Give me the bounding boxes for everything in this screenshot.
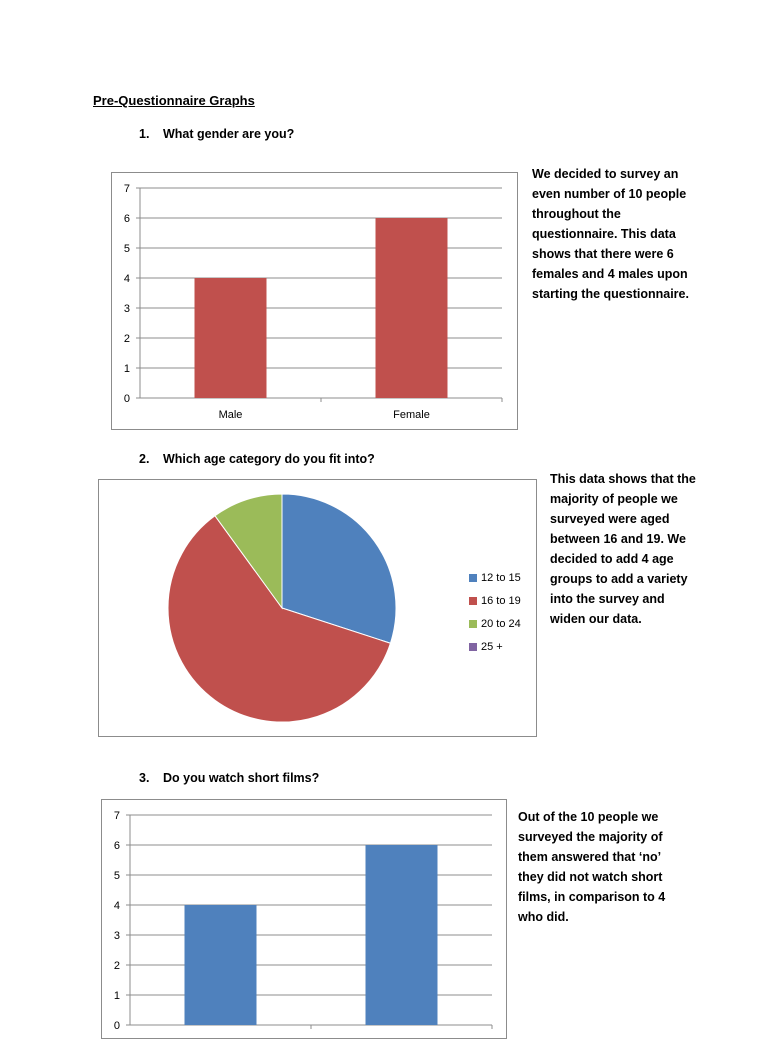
question-2-text: Which age category do you fit into? <box>163 452 375 466</box>
age-note: This data shows that the majority of people we surveyed were aged between 16 and 19. We decided to add 4 age groups to add a variety into the survey and widen our data. <box>550 472 696 626</box>
question-1-number: 1. <box>139 127 150 141</box>
gender-ytick-label: 7 <box>123 183 130 195</box>
legend-label: 12 to 15 <box>481 571 521 584</box>
question-1 <box>139 127 294 141</box>
legend-label: 25 + <box>481 640 503 653</box>
question-1-text: What gender are you? <box>163 127 295 141</box>
shortfilm-ytick-label: 3 <box>113 930 120 942</box>
shortfilm-bar-yes <box>185 905 257 1025</box>
shortfilm-ytick-label: 2 <box>113 960 120 972</box>
gender-ytick-label: 1 <box>123 363 130 375</box>
gender-bar-female <box>376 218 448 398</box>
question-3 <box>139 771 319 785</box>
shortfilm-note: Out of the 10 people we surveyed the majority of them answered that ‘no’ they did not watch short films, in comparison to 4 who did. <box>518 810 666 924</box>
legend-label: 16 to 19 <box>481 594 521 607</box>
gender-bar-chart <box>112 173 519 431</box>
shortfilm-bar-chart <box>102 800 508 1040</box>
age-chart-frame <box>98 479 537 737</box>
legend-swatch <box>469 597 477 605</box>
legend-label: 20 to 24 <box>481 617 521 630</box>
gender-ytick-label: 5 <box>123 243 130 255</box>
gender-ytick-label: 6 <box>123 213 130 225</box>
legend-swatch <box>469 643 477 651</box>
age-pie-legend <box>469 566 521 658</box>
shortfilm-ytick-label: 1 <box>113 990 120 1002</box>
gender-bar-male <box>195 278 267 398</box>
shortfilm-ytick-label: 4 <box>113 900 120 912</box>
shortfilm-chart-frame <box>101 799 507 1039</box>
gender-chart-frame <box>111 172 518 430</box>
question-3-number: 3. <box>139 771 150 785</box>
gender-note: We decided to survey an even number of 10 people throughout the questionnaire. This data shows that there were 6 females and 4 males upon starting the questionnaire. <box>532 167 689 301</box>
question-3-text: Do you watch short films? <box>163 771 320 785</box>
page-heading: Pre-Questionnaire Graphs <box>93 93 255 108</box>
shortfilm-bar-no <box>366 845 438 1025</box>
question-2-number: 2. <box>139 452 150 466</box>
gender-ytick-label: 2 <box>123 333 130 345</box>
legend-item <box>469 635 521 658</box>
gender-category-label: Female <box>393 409 430 421</box>
legend-item <box>469 612 521 635</box>
question-2 <box>139 452 375 466</box>
gender-category-label: Male <box>218 409 243 421</box>
gender-ytick-label: 4 <box>123 273 130 285</box>
gender-ytick-label: 3 <box>123 303 130 315</box>
gender-ytick-label: 0 <box>123 393 130 405</box>
legend-swatch <box>469 574 477 582</box>
shortfilm-ytick-label: 7 <box>113 810 120 822</box>
legend-item <box>469 589 521 612</box>
legend-swatch <box>469 620 477 628</box>
legend-item <box>469 566 521 589</box>
shortfilm-ytick-label: 6 <box>113 840 120 852</box>
shortfilm-ytick-label: 5 <box>113 870 120 882</box>
shortfilm-ytick-label: 0 <box>113 1020 120 1032</box>
